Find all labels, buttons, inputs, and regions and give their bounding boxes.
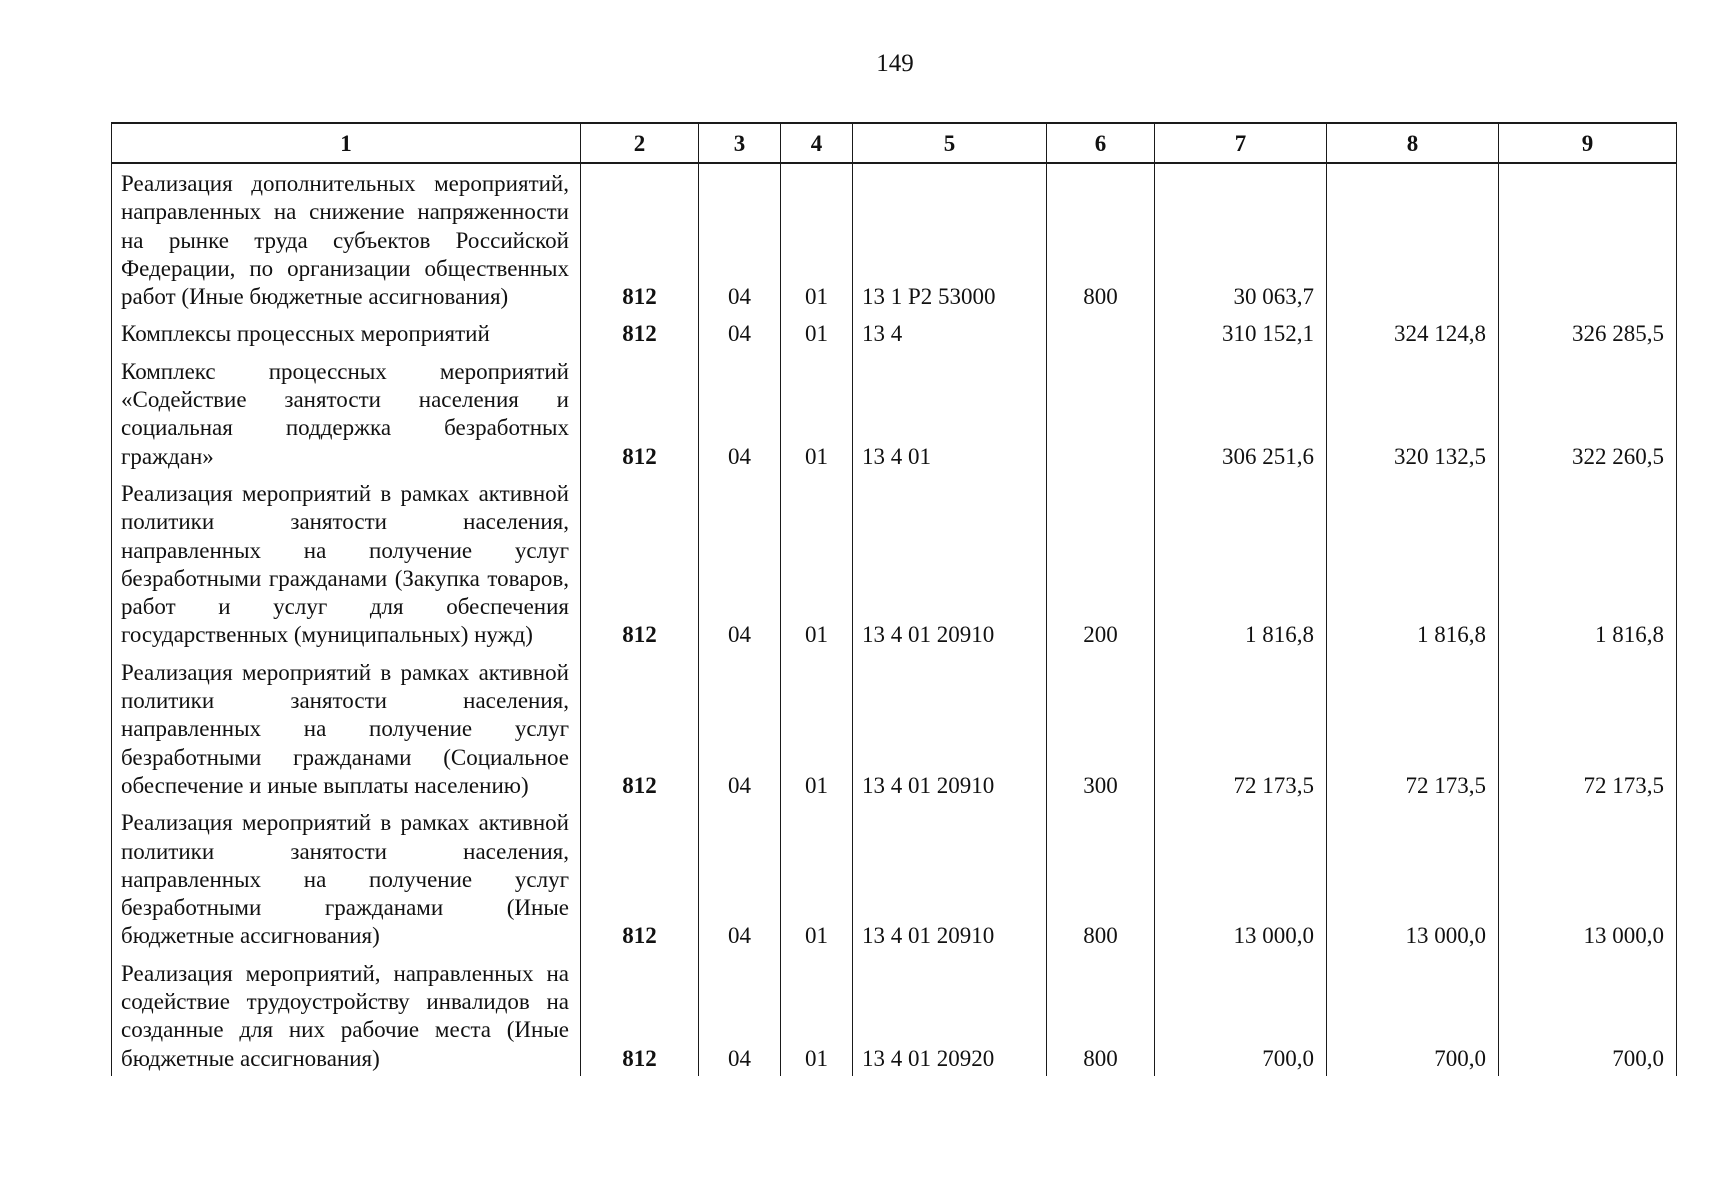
subsection-code: 01	[781, 314, 853, 351]
table-row	[112, 474, 1677, 653]
ministry-code: 812	[581, 163, 699, 314]
ministry-code: 812	[581, 803, 699, 953]
section-code: 04	[699, 954, 781, 1076]
row-name: Реализация дополнительных мероприятий, направленных на снижение напряженности на рынке труда субъектов Российской Федерации, по организации общественных работ (Иные бюджетные ассигнования)	[112, 163, 581, 314]
amount-col-9: 322 260,5	[1499, 352, 1677, 474]
amount-col-8: 1 816,8	[1327, 474, 1499, 653]
table-row	[112, 653, 1677, 803]
amount-col-8: 324 124,8	[1327, 314, 1499, 351]
amount-col-9: 72 173,5	[1499, 653, 1677, 803]
header-cell: 7	[1155, 123, 1327, 163]
amount-col-7: 30 063,7	[1155, 163, 1327, 314]
header-cell: 2	[581, 123, 699, 163]
subsection-code: 01	[781, 474, 853, 653]
table-row	[112, 352, 1677, 474]
expense-type-code	[1047, 352, 1155, 474]
header-cell: 9	[1499, 123, 1677, 163]
target-article-code: 13 4 01	[853, 352, 1047, 474]
section-code: 04	[699, 474, 781, 653]
target-article-code: 13 4	[853, 314, 1047, 351]
section-code: 04	[699, 803, 781, 953]
row-name: Комплексы процессных мероприятий	[112, 314, 581, 351]
header-cell: 8	[1327, 123, 1499, 163]
table-row	[112, 803, 1677, 953]
target-article-code: 13 4 01 20910	[853, 474, 1047, 653]
amount-col-7: 700,0	[1155, 954, 1327, 1076]
target-article-code: 13 4 01 20910	[853, 803, 1047, 953]
header-row	[112, 123, 1677, 163]
ministry-code: 812	[581, 954, 699, 1076]
target-article-code: 13 1 Р2 53000	[853, 163, 1047, 314]
expense-type-code	[1047, 314, 1155, 351]
table-row	[112, 163, 1677, 314]
amount-col-8: 700,0	[1327, 954, 1499, 1076]
amount-col-7: 72 173,5	[1155, 653, 1327, 803]
expense-type-code: 800	[1047, 163, 1155, 314]
section-code: 04	[699, 653, 781, 803]
amount-col-9: 700,0	[1499, 954, 1677, 1076]
header-cell: 6	[1047, 123, 1155, 163]
ministry-code: 812	[581, 314, 699, 351]
ministry-code: 812	[581, 352, 699, 474]
expense-type-code: 800	[1047, 954, 1155, 1076]
target-article-code: 13 4 01 20920	[853, 954, 1047, 1076]
expense-type-code: 800	[1047, 803, 1155, 953]
row-name: Комплекс процессных мероприятий «Содействие занятости населения и социальная поддержка безработных граждан»	[112, 352, 581, 474]
page-number: 149	[876, 50, 914, 77]
row-name: Реализация мероприятий в рамках активной политики занятости населения, направленных на получение услуг безработными гражданами (Социальное обеспечение и иные выплаты населению)	[112, 653, 581, 803]
row-name: Реализация мероприятий в рамках активной политики занятости населения, направленных на получение услуг безработными гражданами (Иные бюджетные ассигнования)	[112, 803, 581, 953]
amount-col-8: 320 132,5	[1327, 352, 1499, 474]
amount-col-7: 13 000,0	[1155, 803, 1327, 953]
section-code: 04	[699, 314, 781, 351]
section-code: 04	[699, 163, 781, 314]
amount-col-9: 13 000,0	[1499, 803, 1677, 953]
header-cell: 3	[699, 123, 781, 163]
amount-col-7: 306 251,6	[1155, 352, 1327, 474]
budget-table	[111, 122, 1677, 1076]
row-name: Реализация мероприятий, направленных на содействие трудоустройству инвалидов на созданные для них рабочие места (Иные бюджетные ассигнования)	[112, 954, 581, 1076]
target-article-code: 13 4 01 20910	[853, 653, 1047, 803]
amount-col-9	[1499, 163, 1677, 314]
amount-col-8: 13 000,0	[1327, 803, 1499, 953]
subsection-code: 01	[781, 653, 853, 803]
amount-col-7: 1 816,8	[1155, 474, 1327, 653]
header-cell: 4	[781, 123, 853, 163]
table-row	[112, 314, 1677, 351]
ministry-code: 812	[581, 653, 699, 803]
subsection-code: 01	[781, 954, 853, 1076]
amount-col-8: 72 173,5	[1327, 653, 1499, 803]
header-cell: 1	[112, 123, 581, 163]
subsection-code: 01	[781, 803, 853, 953]
header-cell: 5	[853, 123, 1047, 163]
amount-col-9: 326 285,5	[1499, 314, 1677, 351]
subsection-code: 01	[781, 352, 853, 474]
amount-col-7: 310 152,1	[1155, 314, 1327, 351]
amount-col-9: 1 816,8	[1499, 474, 1677, 653]
table-row	[112, 954, 1677, 1076]
section-code: 04	[699, 352, 781, 474]
expense-type-code: 300	[1047, 653, 1155, 803]
amount-col-8	[1327, 163, 1499, 314]
row-name: Реализация мероприятий в рамках активной политики занятости населения, направленных на получение услуг безработными гражданами (Закупка товаров, работ и услуг для обеспечения государственных (муниципальных) нужд)	[112, 474, 581, 653]
expense-type-code: 200	[1047, 474, 1155, 653]
ministry-code: 812	[581, 474, 699, 653]
subsection-code: 01	[781, 163, 853, 314]
